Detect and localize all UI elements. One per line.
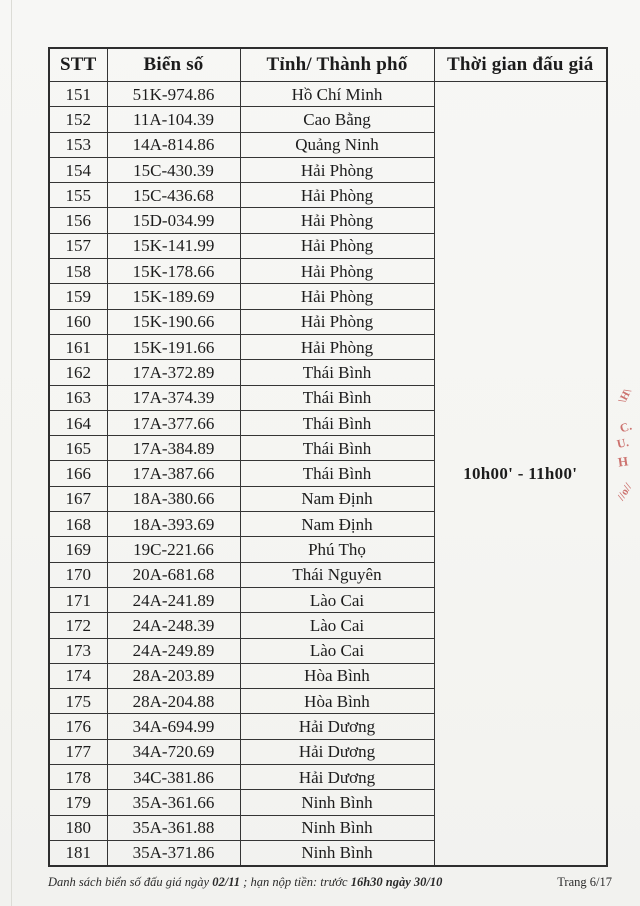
plate-cell: 14A-814.86 [107,132,240,157]
stt-cell: 172 [49,613,107,638]
stt-cell: 158 [49,259,107,284]
stt-cell: 157 [49,233,107,258]
stt-cell: 176 [49,714,107,739]
stt-cell: 166 [49,461,107,486]
plate-cell: 24A-249.89 [107,638,240,663]
province-cell: Ninh Bình [240,840,434,865]
province-cell: Hải Dương [240,765,434,790]
page-number: Trang 6/17 [557,875,612,889]
stt-cell: 180 [49,815,107,840]
auction-time-cell: 10h00' - 11h00' [434,82,607,866]
province-cell: Ninh Bình [240,790,434,815]
province-cell: Hải Phòng [240,157,434,182]
stt-cell: 168 [49,512,107,537]
stt-cell: 175 [49,689,107,714]
stt-cell: 173 [49,638,107,663]
stt-cell: 179 [49,790,107,815]
plate-cell: 34A-694.99 [107,714,240,739]
plate-cell: 24A-241.89 [107,587,240,612]
province-cell: Hồ Chí Minh [240,82,434,107]
stt-cell: 170 [49,562,107,587]
plate-cell: 15K-191.66 [107,334,240,359]
plate-cell: 15K-190.66 [107,309,240,334]
header-stt: STT [49,48,107,82]
stt-cell: 155 [49,183,107,208]
plate-cell: 24A-248.39 [107,613,240,638]
plate-cell: 20A-681.68 [107,562,240,587]
province-cell: Hải Phòng [240,284,434,309]
plate-cell: 15D-034.99 [107,208,240,233]
scan-edge-line [11,0,12,906]
plate-cell: 17A-384.89 [107,436,240,461]
plate-cell: 34A-720.69 [107,739,240,764]
stamp-glyph: //o// [615,481,635,503]
plate-cell: 15C-430.39 [107,157,240,182]
stt-cell: 164 [49,410,107,435]
stt-cell: 159 [49,284,107,309]
province-cell: Hải Dương [240,714,434,739]
plate-cell: 28A-204.88 [107,689,240,714]
table-header-row [49,48,607,82]
plate-cell: 28A-203.89 [107,663,240,688]
plate-cell: 18A-393.69 [107,512,240,537]
header-province: Tỉnh/ Thành phố [240,48,434,82]
header-auction-time: Thời gian đấu giá [434,48,607,82]
province-cell: Phú Thọ [240,537,434,562]
plate-cell: 15K-141.99 [107,233,240,258]
plate-cell: 34C-381.86 [107,765,240,790]
province-cell: Lào Cai [240,613,434,638]
stt-cell: 154 [49,157,107,182]
footer-note-segment: Danh sách biển số đấu giá ngày [48,875,213,889]
stt-cell: 156 [49,208,107,233]
province-cell: Cao Bằng [240,107,434,132]
stt-cell: 169 [49,537,107,562]
plate-cell: 35A-371.86 [107,840,240,865]
stamp-glyph: U. [615,434,630,452]
plate-cell: 17A-374.39 [107,385,240,410]
province-cell: Thái Bình [240,385,434,410]
province-cell: Hải Phòng [240,183,434,208]
plate-cell: 15K-178.66 [107,259,240,284]
province-cell: Lào Cai [240,587,434,612]
stamp-glyph: C. [617,418,634,436]
plate-cell: 17A-387.66 [107,461,240,486]
page-footer [48,875,612,895]
stt-cell: 181 [49,840,107,865]
stt-cell: 171 [49,587,107,612]
stt-cell: 162 [49,360,107,385]
stt-cell: 153 [49,132,107,157]
province-cell: Thái Bình [240,410,434,435]
province-cell: Lào Cai [240,638,434,663]
stamp-glyph: H [616,453,630,470]
province-cell: Hải Phòng [240,334,434,359]
header-plate: Biển số [107,48,240,82]
province-cell: Hải Phòng [240,233,434,258]
stt-cell: 151 [49,82,107,107]
stamp-glyph: \H\ [616,386,635,406]
plate-cell: 17A-377.66 [107,410,240,435]
stt-cell: 178 [49,765,107,790]
plate-cell: 19C-221.66 [107,537,240,562]
province-cell: Hải Phòng [240,309,434,334]
plate-cell: 35A-361.66 [107,790,240,815]
plate-cell: 35A-361.88 [107,815,240,840]
province-cell: Hải Dương [240,739,434,764]
province-cell: Hải Phòng [240,259,434,284]
plate-cell: 15C-436.68 [107,183,240,208]
plate-cell: 15K-189.69 [107,284,240,309]
province-cell: Thái Bình [240,461,434,486]
stt-cell: 160 [49,309,107,334]
stt-cell: 167 [49,486,107,511]
province-cell: Nam Định [240,486,434,511]
stt-cell: 161 [49,334,107,359]
province-cell: Thái Bình [240,436,434,461]
table-body [49,82,607,866]
plate-cell: 18A-380.66 [107,486,240,511]
stt-cell: 165 [49,436,107,461]
auction-schedule-table [48,47,608,867]
stt-cell: 177 [49,739,107,764]
plate-cell: 51K-974.86 [107,82,240,107]
province-cell: Hòa Bình [240,663,434,688]
province-cell: Thái Nguyên [240,562,434,587]
province-cell: Quảng Ninh [240,132,434,157]
province-cell: Nam Định [240,512,434,537]
table-row [49,82,607,107]
footer-note-segment: ; hạn nộp tiền: trước [240,875,351,889]
stt-cell: 163 [49,385,107,410]
province-cell: Ninh Bình [240,815,434,840]
footer-note-segment: 02/11 [212,875,241,889]
footer-note [48,875,442,890]
province-cell: Thái Bình [240,360,434,385]
province-cell: Hải Phòng [240,208,434,233]
footer-note-segment: 16h30 ngày 30/10 [350,875,443,889]
stt-cell: 174 [49,663,107,688]
plate-cell: 17A-372.89 [107,360,240,385]
stt-cell: 152 [49,107,107,132]
plate-cell: 11A-104.39 [107,107,240,132]
province-cell: Hòa Bình [240,689,434,714]
